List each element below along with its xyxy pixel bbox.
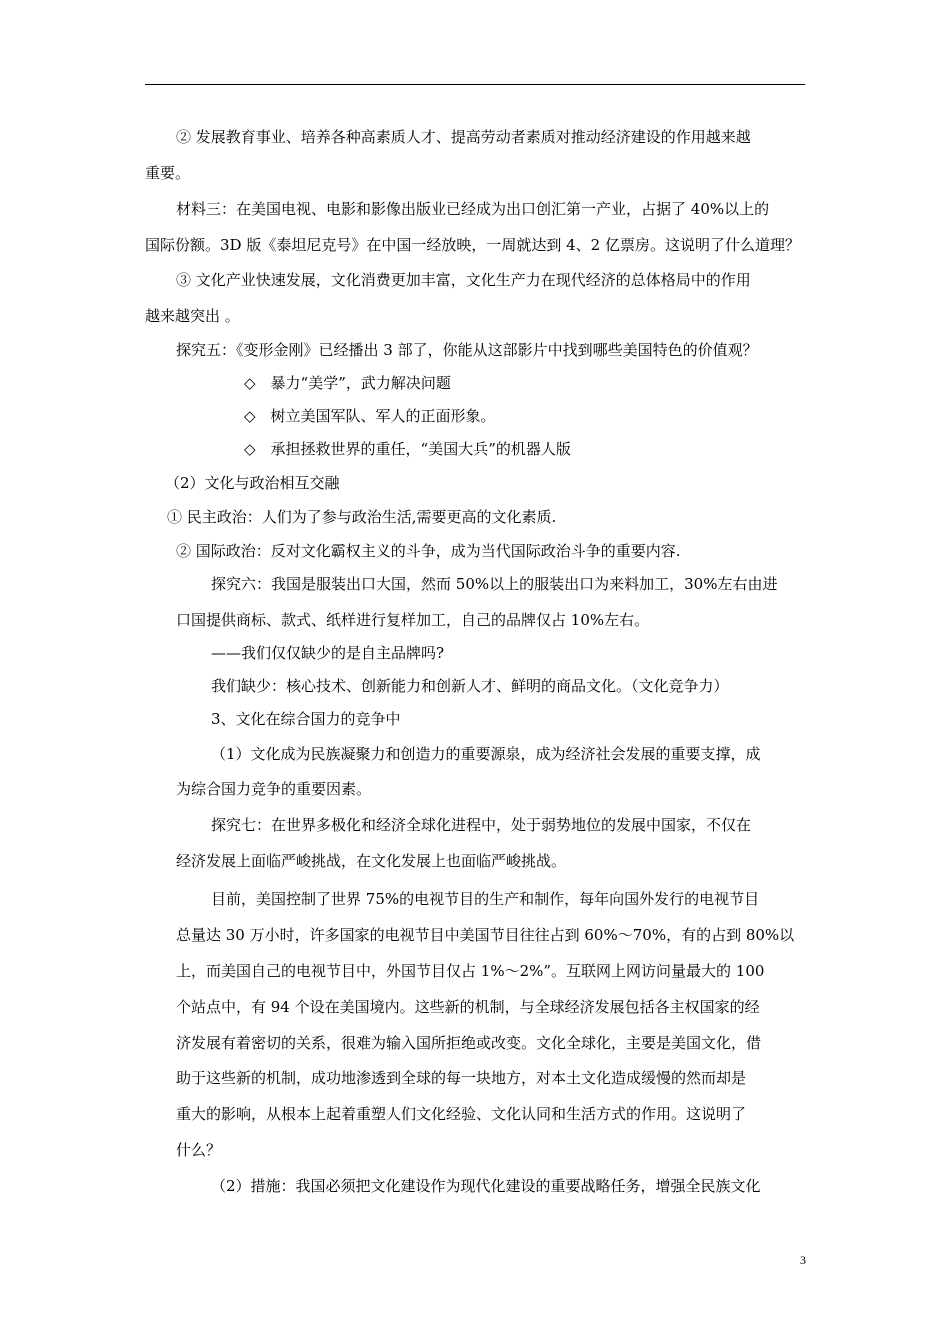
bullet-item: ◇ 树立美国军队、军人的正面形象。 <box>244 407 496 425</box>
text-line: 探究六：我国是服装出口大国，然而 50%以上的服装出口为来料加工，30%左右由进 <box>211 575 778 593</box>
text-line: 越来越突出 。 <box>145 307 240 325</box>
text-line: （2）措施：我国必须把文化建设作为现代化建设的重要战略任务，增强全民族文化 <box>211 1177 761 1195</box>
text-line: 目前，美国控制了世界 75%的电视节目的生产和制作，每年向国外发行的电视节目 <box>211 890 760 908</box>
text-line: ① 民主政治：人们为了参与政治生活,需要更高的文化素质. <box>167 508 557 526</box>
text-line: 经济发展上面临严峻挑战，在文化发展上也面临严峻挑战。 <box>176 852 567 870</box>
text-line: ③ 文化产业快速发展，文化消费更加丰富，文化生产力在现代经济的总体格局中的作用 <box>176 271 751 289</box>
text-line: 为综合国力竞争的重要因素。 <box>176 780 372 798</box>
text-line: 助于这些新的机制，成功地渗透到全球的每一块地方，对本土文化造成缓慢的然而却是 <box>176 1069 747 1087</box>
text-line: 上，而美国自己的电视节目中，外国节目仅占 1%～2%”。互联网上网访问量最大的 100 <box>176 962 765 980</box>
section-heading: 3、文化在综合国力的竞争中 <box>211 710 401 728</box>
bullet-item: ◇ 暴力“美学”，武力解决问题 <box>244 374 451 392</box>
text-line: 口国提供商标、款式、纸样进行复样加工，自己的品牌仅占 10%左右。 <box>176 611 650 629</box>
section-heading: （2）文化与政治相互交融 <box>165 474 340 492</box>
header-rule <box>145 84 805 85</box>
text-line: 国际份额。3D 版《泰坦尼克号》在中国一经放映，一周就达到 4、2 亿票房。这说明了什么道理？ <box>145 236 800 254</box>
text-line: 个站点中，有 94 个设在美国境内。这些新的机制，与全球经济发展包括各主权国家的经 <box>176 998 760 1016</box>
text-line: ② 发展教育事业、培养各种高素质人才、提高劳动者素质对推动经济建设的作用越来越 <box>176 128 751 146</box>
bullet-item: ◇ 承担拯救世界的重任，“美国大兵”的机器人版 <box>244 440 571 458</box>
text-line: ② 国际政治：反对文化霸权主义的斗争，成为当代国际政治斗争的重要内容. <box>176 542 681 560</box>
text-line: 探究七：在世界多极化和经济全球化进程中，处于弱势地位的发展中国家，不仅在 <box>211 816 752 834</box>
text-line: 济发展有着密切的关系，很难为输入国所拒绝或改变。文化全球化，主要是美国文化，借 <box>176 1034 762 1052</box>
text-line: 什么？ <box>176 1141 222 1159</box>
text-line: （1）文化成为民族凝聚力和创造力的重要源泉，成为经济社会发展的重要支撑，成 <box>211 745 761 763</box>
text-line: 探究五：《变形金刚》已经播出 3 部了，你能从这部影片中找到哪些美国特色的价值观？ <box>176 341 758 359</box>
page-number: 3 <box>800 1253 806 1267</box>
text-line: 材料三：在美国电视、电影和影像出版业已经成为出口创汇第一产业，占据了 40%以上的 <box>176 200 770 218</box>
text-line: ——我们仅仅缺少的是自主品牌吗? <box>211 644 445 662</box>
text-line: 重大的影响，从根本上起着重塑人们文化经验、文化认同和生活方式的作用。这说明了 <box>176 1105 747 1123</box>
text-line: 我们缺少：核心技术、创新能力和创新人才、鲜明的商品文化。（文化竞争力） <box>211 677 729 695</box>
text-line: 总量达 30 万小时，许多国家的电视节目中美国节目往往占到 60%～70%，有的占到 80%以 <box>176 926 795 944</box>
text-line: 重要。 <box>145 164 191 182</box>
